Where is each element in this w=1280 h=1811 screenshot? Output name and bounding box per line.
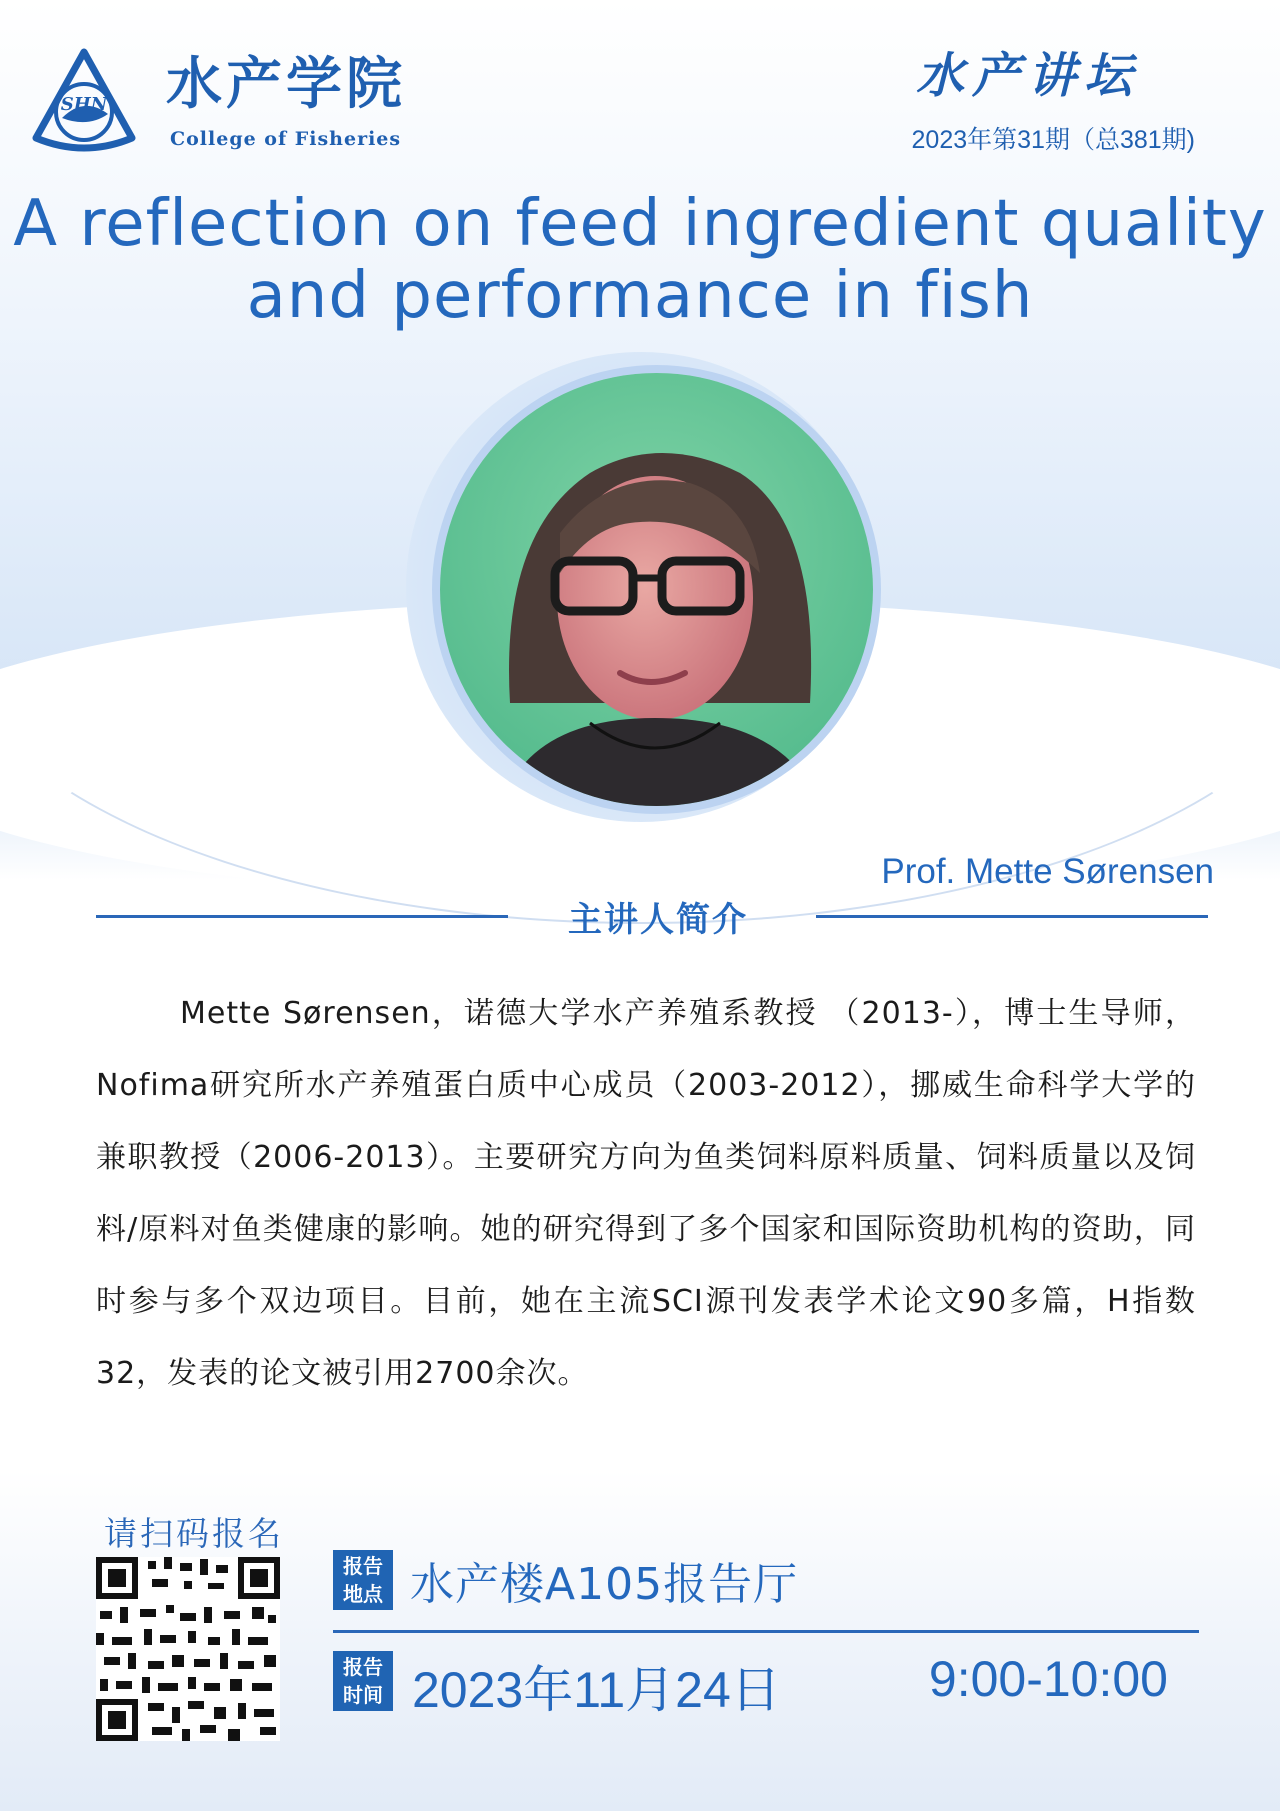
logo-monogram: SHN [60,94,108,115]
section-divider-left [96,915,508,918]
lecture-time: 9:00-10:00 [928,1651,1168,1707]
scan-to-register-label: 请扫码报名 [104,1514,284,1553]
college-name-en: College of Fisheries [170,128,402,150]
location-tag-line-2: 地点 [343,1582,383,1606]
forum-name: 水产讲坛 [915,48,1140,104]
lecture-title-line-1: A reflection on feed ingredient quality [13,187,1267,261]
speaker-bio: Mette Sørensen，诺德大学水产养殖系教授 （2013-），博士生导师，Nofima研究所水产养殖蛋白质中心成员（2003-2012），挪威生命科学大学的兼职教授（2006-2013）。主要研究方向为鱼类饲料原料质量、饲料质量以及饲料/原料对鱼类健康的影响。她的研究得到了多个国家和国际资助机构的资助，同时参与多个双边项目。目前，她在主流SCI源刊发表学术论文90多篇，H指数32，发表的论文被引用2700余次。 [96,996,1196,1391]
lecture-date: 2023年11月24日 [412,1662,781,1718]
issue-number: 2023年第31期（总381期) [911,126,1195,154]
lecture-title [0,188,1280,332]
time-tag-line-2: 时间 [343,1683,383,1707]
location-tag [333,1550,393,1610]
location-tag-line-1: 报告 [343,1554,383,1578]
section-divider-right [816,915,1208,918]
time-tag-line-1: 报告 [343,1655,383,1679]
college-name-cn: 水产学院 [166,51,406,117]
lecture-location: 水产楼A105报告厅 [410,1559,799,1610]
speaker-name: Prof. Mette Sørensen [881,852,1214,891]
section-heading: 主讲人简介 [568,900,748,940]
college-logo [28,46,140,158]
footer-divider [333,1630,1199,1633]
lecture-title-line-2: and performance in fish [246,259,1034,333]
speaker-portrait [440,373,873,806]
registration-qr-code[interactable] [96,1557,280,1741]
time-tag [333,1651,393,1711]
